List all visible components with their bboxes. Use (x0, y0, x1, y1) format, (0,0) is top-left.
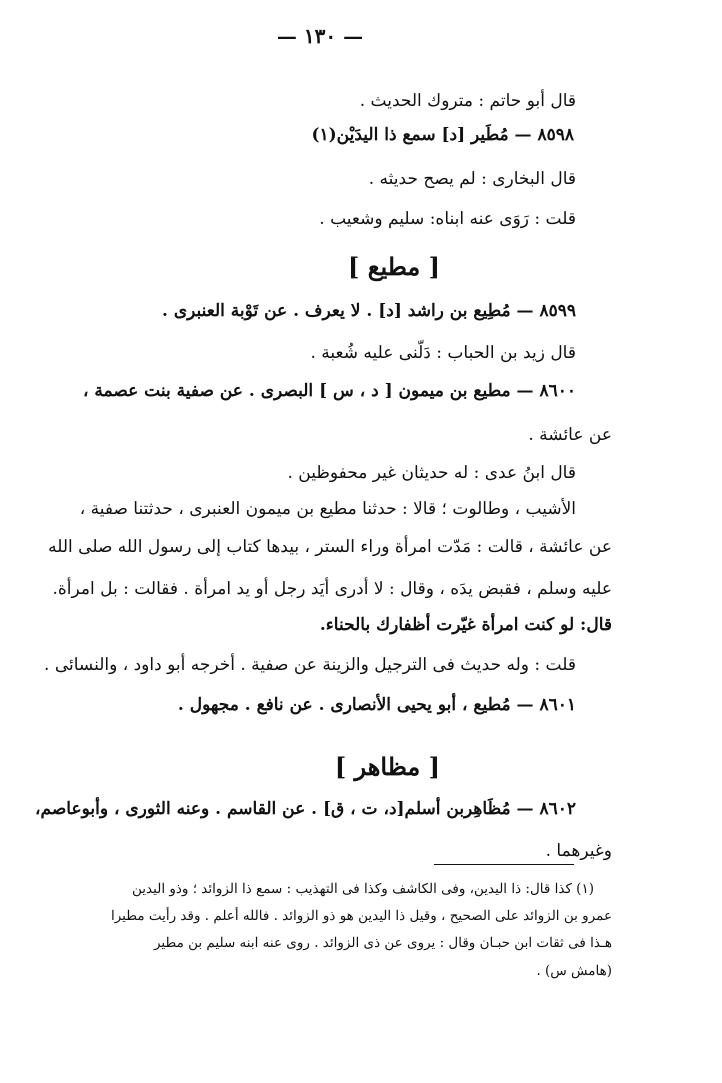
page-number: — ١٣٠ — (276, 24, 364, 48)
text-line-12: عليه وسلم ، فقبض يدَه ، وقال : لا أدرى أيَد رجل أو يد امرأة . فقالت : بل امرأة. (52, 579, 612, 599)
text-line-11: عن عائشة ، قالت : مَدّت امرأة وراء الستر ، بيدها كتاب إلى رسول الله صلى الله (48, 537, 612, 557)
text-line-1: قال أبو حاتم : متروك الحديث . (359, 91, 576, 111)
text-line-4: قلت : رَوَى عنه ابناه: سليم وشعيب . (319, 209, 576, 229)
text-line-10: الأشيب ، وطالوت ؛ قالا : حدثنا مطيع بن ميمون العنبرى ، حدثتنا صفية ، (79, 499, 576, 519)
text-line-3: قال البخارى : لم يصح حديثه . (368, 169, 576, 189)
text-line-17: وغيرهما . (545, 841, 612, 861)
text-line-6: قال زيد بن الحباب : دَلّنى عليه شُعبة . (310, 343, 576, 363)
section-heading-mutee: [ مطيع ] (348, 252, 440, 281)
text-line-9: قال ابنُ عدى : له حديثان غير محفوظين . (287, 463, 576, 483)
footnote-line-1: (١) كذا قال: ذا اليدين، وفى الكاشف وكذا فى التهذيب : سمع ذا الزوائد ؛ وذو اليدين (132, 881, 594, 897)
entry-8602: ٨٦٠٢ — مُظَاهِربن أسلم[د، ت ، ق] . عن القاسم . وعنه الثورى ، وأبوعاصم، (35, 799, 576, 819)
text-line-14: قلت : وله حديث فى الترجيل والزينة عن صفية . أخرجه أبو داود ، والنسائى . (44, 655, 576, 675)
footnote-line-4: (هامش س) . (536, 963, 612, 979)
section-heading-muzahir: [ مظاهر ] (334, 752, 440, 781)
entry-8601: ٨٦٠١ — مُطيع ، أبو يحيى الأنصارى . عن نافع . مجهول . (177, 695, 576, 715)
text-line-8: عن عائشة . (528, 425, 612, 445)
footnote-divider (434, 864, 574, 865)
footnote-line-3: هـذا فى ثقات ابن حبـان وقال : يروى عن ذى الزوائد . روى عنه ابنه سليم بن مطير (153, 935, 612, 951)
entry-8600: ٨٦٠٠ — مطيع بن ميمون [ د ، س ] البصرى . عن صفية بنت عصمة ، (83, 381, 576, 401)
footnote-line-2: عمرو بن الزوائد على الصحيح ، وقيل ذا اليدين هو ذو الزوائد . فالله أعلم . وقد رأيت مطيرا (110, 908, 612, 924)
entry-8599: ٨٥٩٩ — مُطِيع بن راشد [د] . لا يعرف . عن تَوْبة العنبرى . (161, 301, 576, 321)
entry-8598: ٨٥٩٨ — مُطَير [د] سمع ذا اليدَيْن(١) (311, 125, 574, 145)
text-line-13: قال: لو كنت امرأة غيّرت أظفارك بالحناء. (319, 615, 612, 635)
